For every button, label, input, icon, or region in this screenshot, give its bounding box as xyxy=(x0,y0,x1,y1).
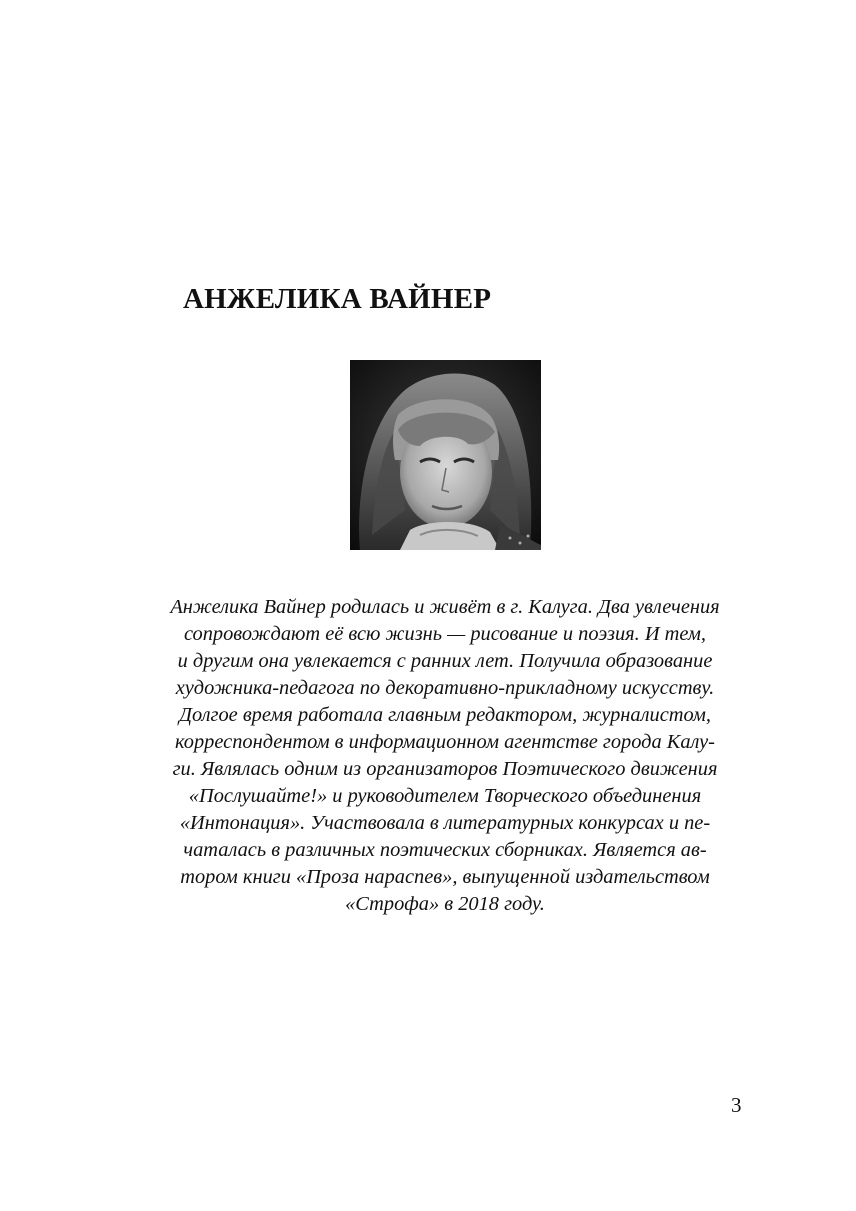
bio-line: Долгое время работала главным редактором, журналистом, xyxy=(178,704,712,726)
bio-line: Анжелика Вайнер родилась и живёт в г. Калуга. Два увлечения xyxy=(170,596,720,618)
author-name-heading: АНЖЕЛИКА ВАЙНЕР xyxy=(183,283,492,315)
author-biography xyxy=(145,594,745,918)
bio-line: «Послушайте!» и руководителем Творческого объединения xyxy=(188,785,702,807)
bio-line: «Интонация». Участвовала в литературных конкурсах и пе- xyxy=(179,812,711,834)
portrait-photo-icon xyxy=(350,360,541,550)
bio-line: художника-педагога по декоративно-прикладному искусству. xyxy=(175,677,715,699)
bio-line: ги. Являлась одним из организаторов Поэтического движения xyxy=(172,758,718,780)
page-number: 3 xyxy=(731,1093,742,1117)
bio-line: «Строфа» в 2018 году. xyxy=(345,893,545,915)
bio-line: корреспондентом в информационном агентстве города Калу- xyxy=(175,731,715,753)
author-portrait-photo xyxy=(350,360,541,550)
bio-line: тором книги «Проза нараспев», выпущенной издательством xyxy=(180,866,710,888)
bio-line: чаталась в различных поэтических сборниках. Является ав- xyxy=(183,839,707,861)
bio-line: сопровождают её всю жизнь — рисование и поэзия. И тем, xyxy=(183,623,707,645)
bio-line: и другим она увлекается с ранних лет. Получила образование xyxy=(177,650,713,672)
